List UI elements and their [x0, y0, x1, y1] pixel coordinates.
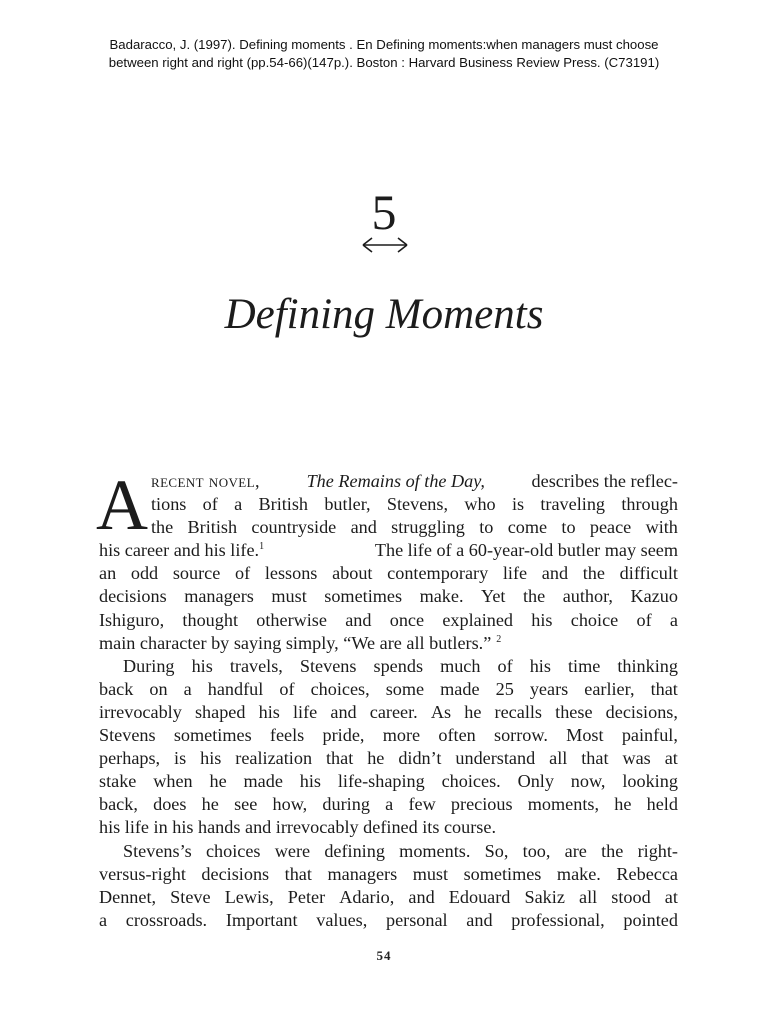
word: lessons	[264, 563, 318, 584]
word: is	[174, 748, 187, 769]
word: must	[412, 863, 449, 884]
text-line	[99, 562, 678, 585]
word: Adario,	[339, 886, 395, 907]
text-line	[99, 886, 678, 909]
word: the	[151, 517, 174, 538]
word: made	[440, 678, 480, 699]
word: painful,	[621, 725, 678, 746]
text-line	[99, 747, 678, 770]
word: managers	[327, 863, 398, 884]
word: moments.	[399, 840, 471, 861]
word: Most	[566, 725, 604, 746]
word: otherwise	[256, 609, 327, 630]
word: now,	[570, 771, 606, 792]
text-segment: The life of a 60-year-old butler may seem	[374, 540, 678, 561]
word: that	[325, 748, 354, 769]
word: earlier,	[584, 678, 635, 699]
word: a	[99, 909, 108, 930]
word: looking	[622, 771, 678, 792]
word: Important	[225, 909, 298, 930]
word: the	[522, 586, 546, 607]
word: that	[650, 678, 678, 699]
word: back	[99, 678, 134, 699]
word: a	[669, 609, 678, 630]
word: shaped	[194, 701, 246, 722]
word: sometimes	[173, 725, 252, 746]
word: of	[279, 678, 295, 699]
word: come	[507, 517, 548, 538]
text-line	[99, 909, 678, 932]
word: contemporary	[387, 563, 489, 584]
word: about	[332, 563, 373, 584]
word: during	[322, 794, 370, 815]
text-line	[99, 609, 678, 632]
word: countryside	[251, 517, 337, 538]
word: a	[234, 494, 243, 515]
word: tions	[151, 494, 187, 515]
word: 25	[495, 678, 514, 699]
word: thought	[182, 609, 238, 630]
text-line	[99, 701, 678, 724]
word: choices	[205, 840, 261, 861]
word: Stevens’s	[123, 840, 192, 861]
word: values,	[316, 909, 368, 930]
word: odd	[130, 563, 159, 584]
word: were	[274, 840, 311, 861]
text-line	[99, 678, 678, 701]
word: stake	[99, 771, 137, 792]
word: his	[529, 655, 551, 676]
word: his	[531, 609, 553, 630]
word: some	[385, 678, 425, 699]
word: handful	[207, 678, 264, 699]
word: years	[529, 678, 569, 699]
word: few	[408, 794, 436, 815]
word: time	[567, 655, 601, 676]
word: personal	[385, 909, 448, 930]
page-number: 54	[376, 948, 392, 963]
text-line	[99, 470, 678, 493]
word: who	[464, 494, 496, 515]
word: he	[201, 794, 219, 815]
word: choices.	[441, 771, 501, 792]
word: of	[636, 609, 652, 630]
word: all	[549, 748, 568, 769]
word: of	[234, 563, 251, 584]
word: Stevens	[99, 725, 156, 746]
word: much	[440, 655, 481, 676]
word: British	[187, 517, 238, 538]
word: choices,	[310, 678, 370, 699]
word: and	[350, 517, 377, 538]
word: butler,	[324, 494, 371, 515]
word: realization	[235, 748, 313, 769]
citation-header	[0, 36, 768, 72]
word: Peter	[287, 886, 326, 907]
text-line	[99, 770, 678, 793]
word: are	[564, 840, 587, 861]
chapter-title: Defining Moments	[224, 291, 544, 338]
word: understand	[455, 748, 536, 769]
small-caps-opening: recent novel,	[151, 471, 260, 491]
word: his	[258, 701, 280, 722]
word: of	[497, 655, 513, 676]
word: make.	[419, 586, 464, 607]
word: versus-right	[99, 863, 186, 884]
word: travels,	[229, 655, 283, 676]
word: he	[614, 794, 632, 815]
word: his	[191, 655, 213, 676]
word: he	[209, 771, 227, 792]
word: right-	[637, 840, 678, 861]
chapter-number: 5	[371, 184, 397, 240]
word: decisions	[99, 586, 167, 607]
text-line	[99, 840, 678, 863]
word: how,	[272, 794, 308, 815]
word: and	[330, 701, 357, 722]
word: Stevens	[299, 655, 357, 676]
word: and	[408, 886, 435, 907]
word: During	[123, 655, 175, 676]
word: more	[382, 725, 421, 746]
word: he	[367, 748, 385, 769]
word: explained	[442, 609, 514, 630]
word: Yet	[481, 586, 506, 607]
word: irrevocably	[99, 701, 182, 722]
word: sorrow.	[494, 725, 548, 746]
text-segment: his career and his life.$^1$	[99, 540, 265, 561]
word: and	[466, 909, 493, 930]
word: an	[99, 563, 117, 584]
word: is	[511, 494, 525, 515]
word: peace	[589, 517, 632, 538]
word: recalls	[494, 701, 543, 722]
text-line	[99, 632, 678, 655]
word: Lewis,	[224, 886, 274, 907]
body-text	[96, 465, 678, 932]
word: sometimes	[324, 586, 403, 607]
word: Rebecca	[616, 863, 678, 884]
word: held	[646, 794, 678, 815]
word: managers	[184, 586, 254, 607]
word: through	[621, 494, 678, 515]
word: see	[234, 794, 258, 815]
word: decisions,	[605, 701, 678, 722]
word: his	[200, 748, 222, 769]
text-line	[99, 793, 678, 816]
word: to	[561, 517, 576, 538]
word: Edouard	[448, 886, 511, 907]
word: the	[601, 840, 624, 861]
word: decisions	[201, 863, 270, 884]
word: at	[664, 886, 678, 907]
word: sometimes	[463, 863, 542, 884]
word: back,	[99, 794, 138, 815]
text-line	[99, 539, 678, 562]
word: to	[479, 517, 494, 538]
word: pride,	[322, 725, 365, 746]
word: Dennet,	[99, 886, 157, 907]
word: thinking	[617, 655, 678, 676]
word: author,	[562, 586, 613, 607]
word: often	[438, 725, 476, 746]
word: Ishiguro,	[99, 609, 165, 630]
text-line	[99, 493, 678, 516]
word: a	[183, 678, 192, 699]
word: with	[645, 517, 678, 538]
word: crossroads.	[125, 909, 208, 930]
drop-cap: A	[96, 465, 148, 545]
word: Kazuo	[630, 586, 678, 607]
book-title: The Remains of the Day,	[306, 471, 485, 491]
word: and	[345, 609, 372, 630]
text-line	[99, 655, 678, 678]
word: choice	[570, 609, 619, 630]
word: defining	[324, 840, 385, 861]
word: precious	[450, 794, 513, 815]
word: career.	[369, 701, 418, 722]
word: life-shaping	[337, 771, 425, 792]
word: that	[581, 748, 609, 769]
text-segment: main character by saying simply, “We are all butlers.” $^2$	[99, 632, 502, 653]
word: of	[202, 494, 218, 515]
word: all	[579, 886, 598, 907]
word: on	[149, 678, 168, 699]
word: a	[385, 794, 394, 815]
word: life	[292, 701, 318, 722]
word: Sakiz	[524, 886, 565, 907]
double-arrow-icon	[359, 232, 411, 258]
word: So,	[484, 840, 509, 861]
word: the	[582, 563, 605, 584]
word: struggling	[391, 517, 465, 538]
word: too,	[522, 840, 551, 861]
word: professional,	[511, 909, 605, 930]
word: Stevens,	[386, 494, 449, 515]
word: that	[284, 863, 312, 884]
word: stood	[611, 886, 651, 907]
word: difficult	[619, 563, 678, 584]
word: traveling	[540, 494, 606, 515]
word: pointed	[623, 909, 678, 930]
word: perhaps,	[99, 748, 161, 769]
word: Steve	[170, 886, 211, 907]
word: source	[172, 563, 221, 584]
citation-line-2: between right and right (pp.54-66)(147p.). Boston : Harvard Business Review Press. (C73191)	[108, 55, 660, 70]
word: make.	[556, 863, 601, 884]
word: As	[430, 701, 452, 722]
word: these	[555, 701, 593, 722]
word: does	[153, 794, 187, 815]
citation-line-1: Badaracco, J. (1997). Defining moments . En Defining moments:when managers must choose	[109, 37, 659, 52]
word: feels	[269, 725, 305, 746]
footnote-marker: 2	[496, 633, 502, 645]
text-line	[99, 724, 678, 747]
word: when	[153, 771, 193, 792]
text-line: his life in his hands and irrevocably defined its course.	[99, 817, 496, 838]
word: didn’t	[398, 748, 442, 769]
text-line	[99, 516, 678, 539]
word: British	[258, 494, 309, 515]
word: spends	[373, 655, 424, 676]
word: moments,	[527, 794, 599, 815]
word: at	[664, 748, 678, 769]
word: and	[541, 563, 569, 584]
word: was	[622, 748, 651, 769]
word: once	[389, 609, 425, 630]
word: his	[299, 771, 322, 792]
word: made	[243, 771, 283, 792]
word: life	[502, 563, 528, 584]
text-line	[99, 585, 678, 608]
word: he	[464, 701, 482, 722]
text-line	[99, 863, 678, 886]
text-segment: describes the reflec-	[531, 471, 678, 491]
word: Only	[517, 771, 554, 792]
word: must	[271, 586, 307, 607]
footnote-marker: 1	[259, 541, 265, 553]
